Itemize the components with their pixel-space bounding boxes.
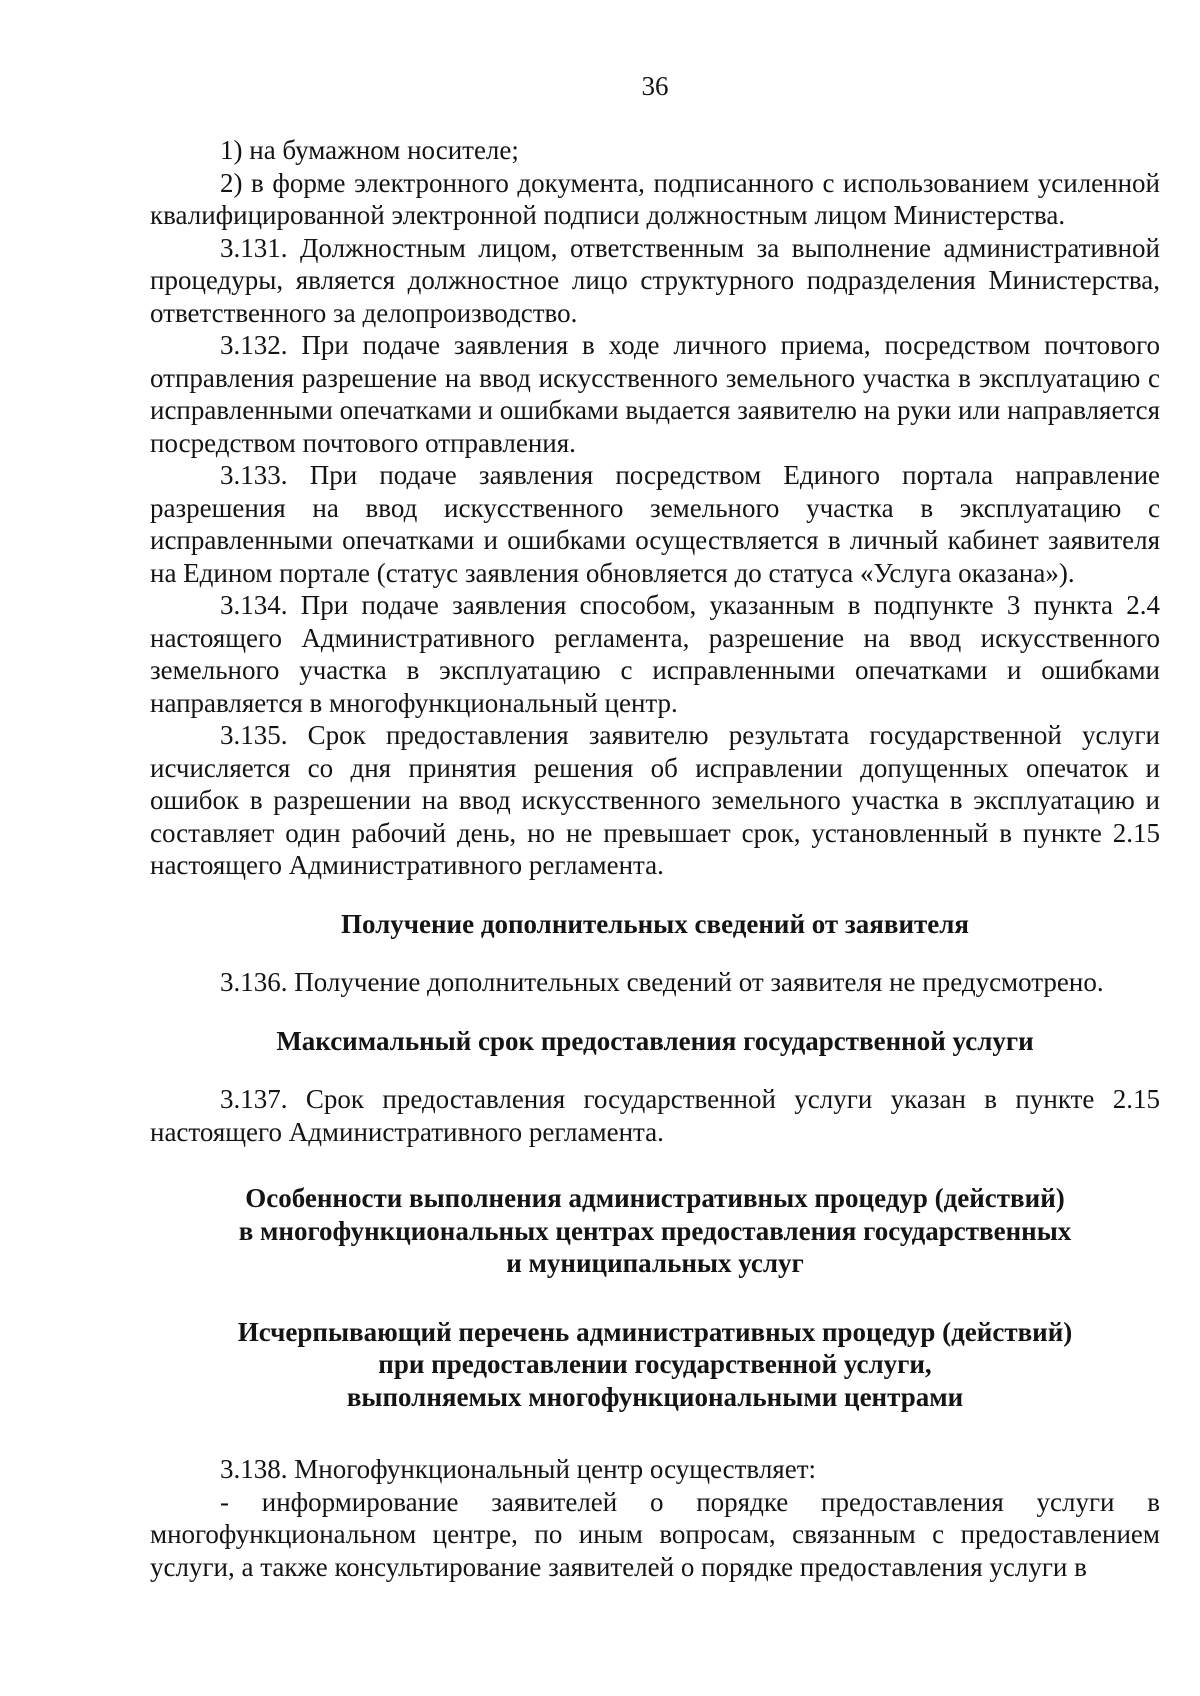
heading-mfc-features bbox=[150, 1182, 1160, 1280]
heading-mfc-features-line-2: в многофункциональных центрах предоставления государственных bbox=[238, 1215, 1072, 1246]
paragraph-3-138: 3.138. Многофункциональный центр осуществляет: bbox=[220, 1454, 817, 1484]
heading-exhaustive-list-line-3: выполняемых многофункциональными центрами bbox=[346, 1381, 964, 1412]
paragraph-3-136: 3.136. Получение дополнительных сведений от заявителя не предусмотрено. bbox=[220, 967, 1104, 997]
page-number: 36 bbox=[641, 71, 669, 101]
heading-exhaustive-list-line-2: при предоставлении государственной услуги, bbox=[378, 1349, 932, 1379]
paragraph-item-2: 2) в форме электронного документа, подписанного с использованием усиленной квалифицированной электронной подписи должностным лицом Министерства. bbox=[150, 167, 1160, 230]
heading-additional-info: Получение дополнительных сведений от заявителя bbox=[340, 908, 970, 939]
paragraph-3-134: 3.134. При подаче заявления способом, указанным в подпункте 3 пункта 2.4 настоящего Административного регламента, разрешение на ввод искусственного земельного участка в эксплуатацию с исправленными опечатками и ошибками направляется в многофункциональный центр. bbox=[150, 590, 1160, 718]
paragraph-item-1: 1) на бумажном носителе; bbox=[220, 135, 519, 165]
heading-exhaustive-list-line-1: Исчерпывающий перечень административных процедур (действий) bbox=[237, 1316, 1073, 1347]
paragraph-3-131: 3.131. Должностным лицом, ответственным за выполнение административной процедуры, является должностное лицо структурного подразделения Министерства, ответственного за делопроизводство. bbox=[150, 232, 1160, 328]
heading-mfc-features-line-3: и муниципальных услуг bbox=[506, 1248, 804, 1278]
paragraph-informing: - информирование заявителей о порядке предоставления услуги в многофункциональном центре, по иным вопросам, связанным с предоставлением услуги, а также консультирование заявителей о порядке предоставления услуги в bbox=[150, 1486, 1160, 1582]
paragraph-3-135: 3.135. Срок предоставления заявителю результата государственной услуги исчисляется со дня принятия решения об исправлении допущенных опечаток и ошибок в разрешении на ввод искусственного земельного участка в эксплуатацию и составляет один рабочий день, но не превышает срок, установленный в пункте 2.15 настоящего Административного регламента. bbox=[150, 720, 1160, 880]
paragraph-3-132: 3.132. При подаче заявления в ходе личного приема, посредством почтового отправления разрешение на ввод искусственного земельного участка в эксплуатацию с исправленными опечатками и ошибками выдается заявителю на руки или направляется посредством почтового отправления. bbox=[150, 330, 1160, 458]
heading-mfc-features-line-1: Особенности выполнения административных процедур (действий) bbox=[245, 1183, 1065, 1213]
heading-max-term: Максимальный срок предоставления государственной услуги bbox=[276, 1025, 1034, 1056]
heading-exhaustive-list bbox=[150, 1316, 1160, 1414]
paragraph-3-137: 3.137. Срок предоставления государственной услуги указан в пункте 2.15 настоящего Административного регламента. bbox=[150, 1084, 1160, 1147]
paragraph-3-133: 3.133. При подаче заявления посредством Единого портала направление разрешения на ввод искусственного земельного участка в эксплуатацию с исправленными опечатками и ошибками осуществляется в личный кабинет заявителя на Едином портале (статус заявления обновляется до статуса «Услуга оказана»). bbox=[150, 460, 1160, 588]
